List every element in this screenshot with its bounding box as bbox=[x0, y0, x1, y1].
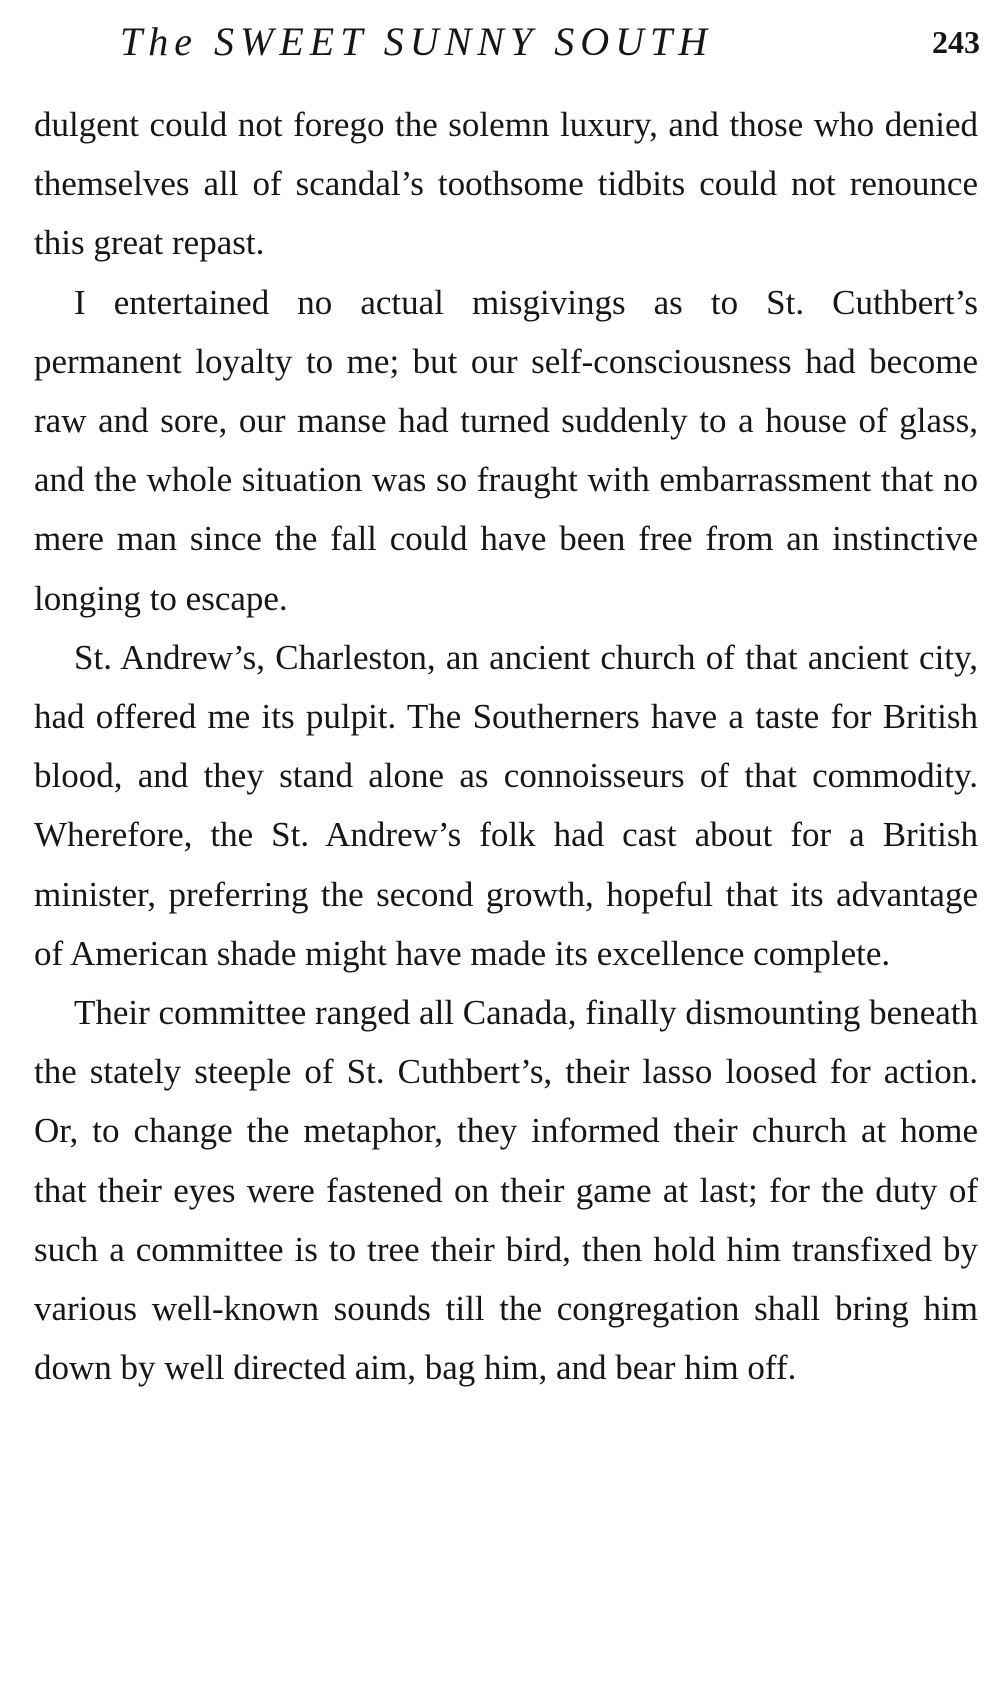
page-number: 243 bbox=[932, 24, 980, 60]
paragraph-committee: Their committee ranged all Canada, finally dismounting beneath the stately steeple of St. Cuthbert’s, their lasso loosed for action. Or, to change the metaphor, they informed their church at home that their eyes were fastened on their game at last; for the duty of such a committee is to tree their bird, then hold him transfixed by various well-known sounds till the congregation shall bring him down by well directed aim, bag him, and bear him off. bbox=[34, 993, 978, 1388]
running-title: The SWEET SUNNY SOUTH bbox=[120, 19, 714, 64]
body-text bbox=[34, 95, 978, 1397]
running-head bbox=[120, 18, 980, 78]
paragraph-misgivings: I entertained no actual misgivings as to St. Cuthbert’s permanent loyalty to me; but our self-consciousness had become raw and sore, our manse had turned suddenly to a house of glass, and the whole situation was so fraught with embarrassment that no mere man since the fall could have been free from an instinctive longing to escape. bbox=[34, 282, 978, 618]
paragraph-st-andrews: St. Andrew’s, Charleston, an ancient church of that ancient city, had offered me its pulpit. The Southerners have a taste for British blood, and they stand alone as connoisseurs of that commodity. Wherefore, the St. Andrew’s folk had cast about for a British minister, preferring the second growth, hopeful that its advantage of American shade might have made its excellence complete. bbox=[34, 637, 978, 973]
paragraph-continued: dulgent could not forego the solemn luxury, and those who denied themselves all of scandal’s toothsome tidbits could not renounce this great repast. bbox=[34, 105, 978, 263]
